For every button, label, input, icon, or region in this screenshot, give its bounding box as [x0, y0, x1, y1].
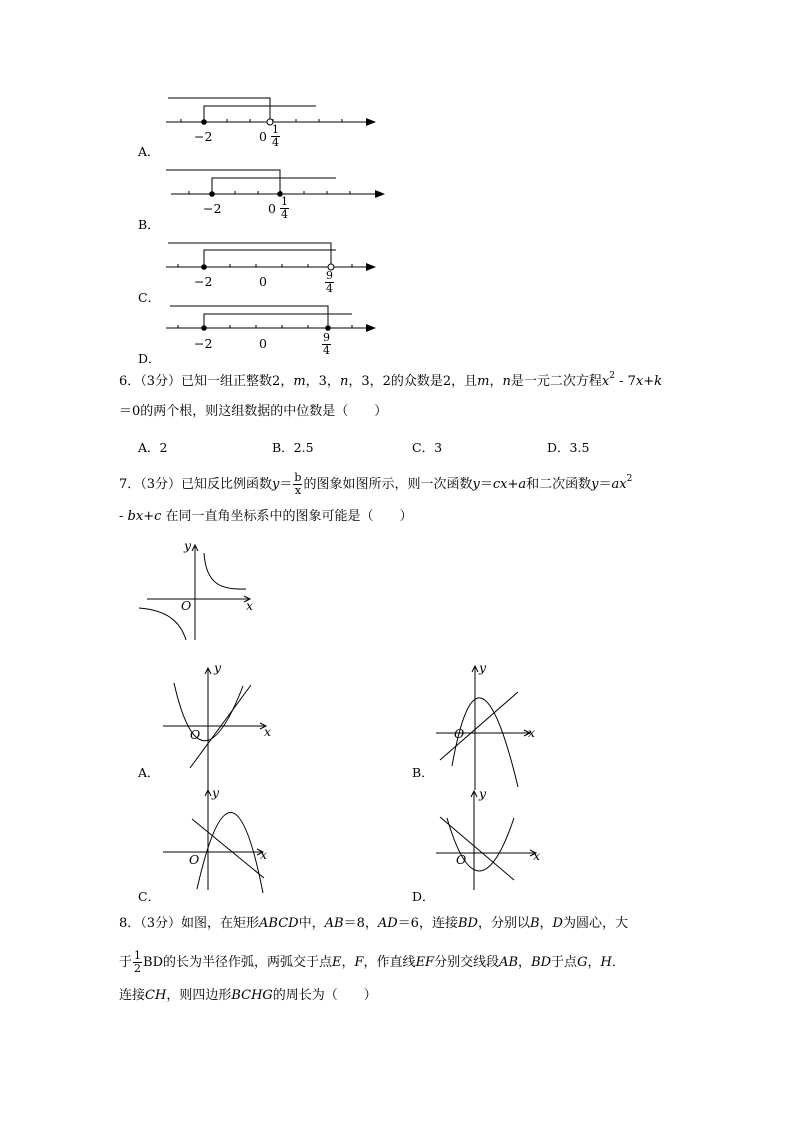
- axis-label-x: x: [533, 848, 541, 863]
- origin-label: O: [189, 852, 200, 867]
- origin-label: O: [190, 727, 201, 742]
- graph-b: [436, 666, 530, 790]
- fraction-label: $\frac{9}{4}$: [326, 269, 333, 295]
- tick-label: −2: [194, 129, 213, 144]
- q8-line-1: 8．（3分）如图，在矩形ABCD中，AB＝8，AD＝6，连接BD，分别以B，D为圆心，大: [119, 916, 628, 931]
- option-label-d: D．: [138, 351, 161, 366]
- origin-label: O: [456, 852, 467, 867]
- origin-label: O: [454, 726, 465, 741]
- origin-label: O: [181, 598, 192, 613]
- axis-label-y: y: [212, 785, 220, 800]
- graph-c: [163, 790, 264, 893]
- axis-label-y: y: [184, 538, 192, 553]
- q8-line-3: 连接CH，则四边形BCHG的周长为（ ）: [119, 988, 377, 1003]
- tick-label: 0: [259, 336, 267, 351]
- tick-label: 0: [259, 274, 267, 289]
- q7-line-1: 7．（3分）已知反比例函数y＝ $\frac{b}{x}$ 的图象如图所示，则一次函数y＝cx+a和二次函数$y=ax^2$: [119, 471, 633, 497]
- q6-option-b: B．2.5: [272, 440, 314, 455]
- q6-option-a: A．2: [138, 440, 168, 455]
- q7-line-2: - bx+c 在同一直角坐标系中的图象可能是（ ）: [119, 509, 413, 524]
- option-label-a: A．: [138, 144, 160, 159]
- q8-line-2: 于 $\frac{1}{2}$ BD的长为半径作弧，两弧交于点E，F，作直线EF分别交线段AB，BD于点G，H．: [119, 949, 625, 975]
- axis-label-x: x: [260, 847, 268, 862]
- graph-a: [163, 668, 266, 790]
- axis-label-y: y: [214, 660, 222, 675]
- q7-option-c: C．: [138, 889, 161, 904]
- tick-label: −2: [194, 274, 213, 289]
- option-label-b: B．: [138, 217, 160, 232]
- q6-line-1: 6．（3分）已知一组正整数2，m，3，n，3，2的众数是2，且m，n是一元二次方程$x^2 - 7x+k$: [119, 371, 663, 389]
- q7-option-d: D．: [412, 889, 435, 904]
- axis-label-x: x: [528, 725, 536, 740]
- q7-option-b: B．: [412, 765, 434, 780]
- fraction-label: $\frac{9}{4}$: [323, 331, 330, 357]
- tick-label: 0: [259, 129, 267, 144]
- axis-label-x: x: [264, 724, 272, 739]
- q6-option-d: D．3.5: [547, 440, 590, 455]
- graph-d: [436, 791, 536, 890]
- fraction-label: $\frac{1}{4}$: [281, 195, 288, 221]
- inverse-graph: [139, 545, 250, 640]
- axis-label-x: x: [246, 598, 254, 613]
- option-label-c: C．: [138, 290, 161, 305]
- q7-option-a: A．: [138, 765, 160, 780]
- tick-label: 0: [268, 201, 276, 216]
- fraction-label: $\frac{1}{4}$: [272, 123, 279, 149]
- tick-label: −2: [203, 201, 222, 216]
- tick-label: −2: [194, 336, 213, 351]
- axis-label-y: y: [479, 660, 487, 675]
- q6-option-c: C．3: [412, 440, 443, 455]
- q6-line-2: ＝0的两个根，则这组数据的中位数是（ ）: [119, 404, 388, 419]
- axis-label-y: y: [479, 786, 487, 801]
